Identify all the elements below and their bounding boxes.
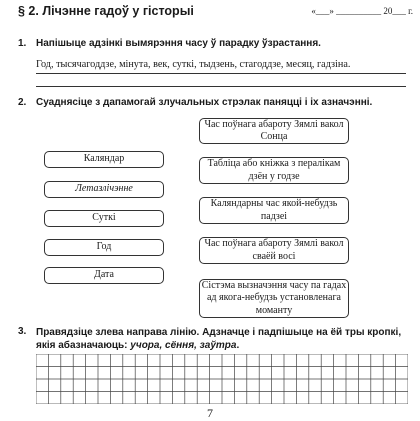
term-box[interactable]: Дата	[44, 267, 164, 284]
section-title: § 2. Лічэнне гадоў у гісторыі	[18, 4, 194, 18]
answer-line[interactable]	[36, 73, 406, 74]
q1-number: 1.	[18, 38, 27, 49]
definition-box[interactable]: Каляндарны час якой-небудзь падзеі	[199, 197, 349, 224]
definition-box[interactable]: Табліца або кніжка з пералікам дзён у годзе	[199, 157, 349, 184]
page-number: 7	[207, 406, 213, 420]
answer-line[interactable]	[36, 86, 406, 87]
definition-box[interactable]: Час поўнага абароту Зямлі вакол сваёй восі	[199, 237, 349, 264]
q2-title: Суаднясіце з дапамогай злучальных стрэлак паняцці і іх азначэнні.	[36, 97, 373, 108]
q1-text: Год, тысячагоддзе, мінута, век, суткі, тыдзень, стагоддзе, месяц, гадзіна.	[36, 59, 351, 70]
term-box[interactable]: Каляндар	[44, 151, 164, 168]
q3-title	[36, 326, 411, 352]
q3-instruction: Правядзіце злева направа лінію. Адзначце і падпішыце на ёй тры кропкі, якія абазначаюць:	[36, 327, 402, 351]
term-box[interactable]: Год	[44, 239, 164, 256]
term-box[interactable]: Летазлічэнне	[44, 181, 164, 198]
q3-words: учора, сёння, заўтра	[130, 340, 237, 351]
q1-title: Напішыце адзінкі вымярэння часу ў парадку ўзрастання.	[36, 38, 321, 49]
term-box[interactable]: Суткі	[44, 210, 164, 227]
q3-end: .	[236, 340, 240, 351]
definition-box[interactable]: Час поўнага абароту Зямлі вакол Сонца	[199, 118, 349, 144]
page-header	[18, 4, 413, 22]
answer-grid[interactable]	[36, 354, 408, 404]
q2-number: 2.	[18, 97, 27, 108]
q3-number: 3.	[18, 326, 27, 337]
date-line: «___» __________ 20___ г.	[311, 6, 413, 16]
definition-box[interactable]: Сістэма вызначэння часу па гадах ад якога-небудзь установленага моманту	[199, 279, 349, 318]
